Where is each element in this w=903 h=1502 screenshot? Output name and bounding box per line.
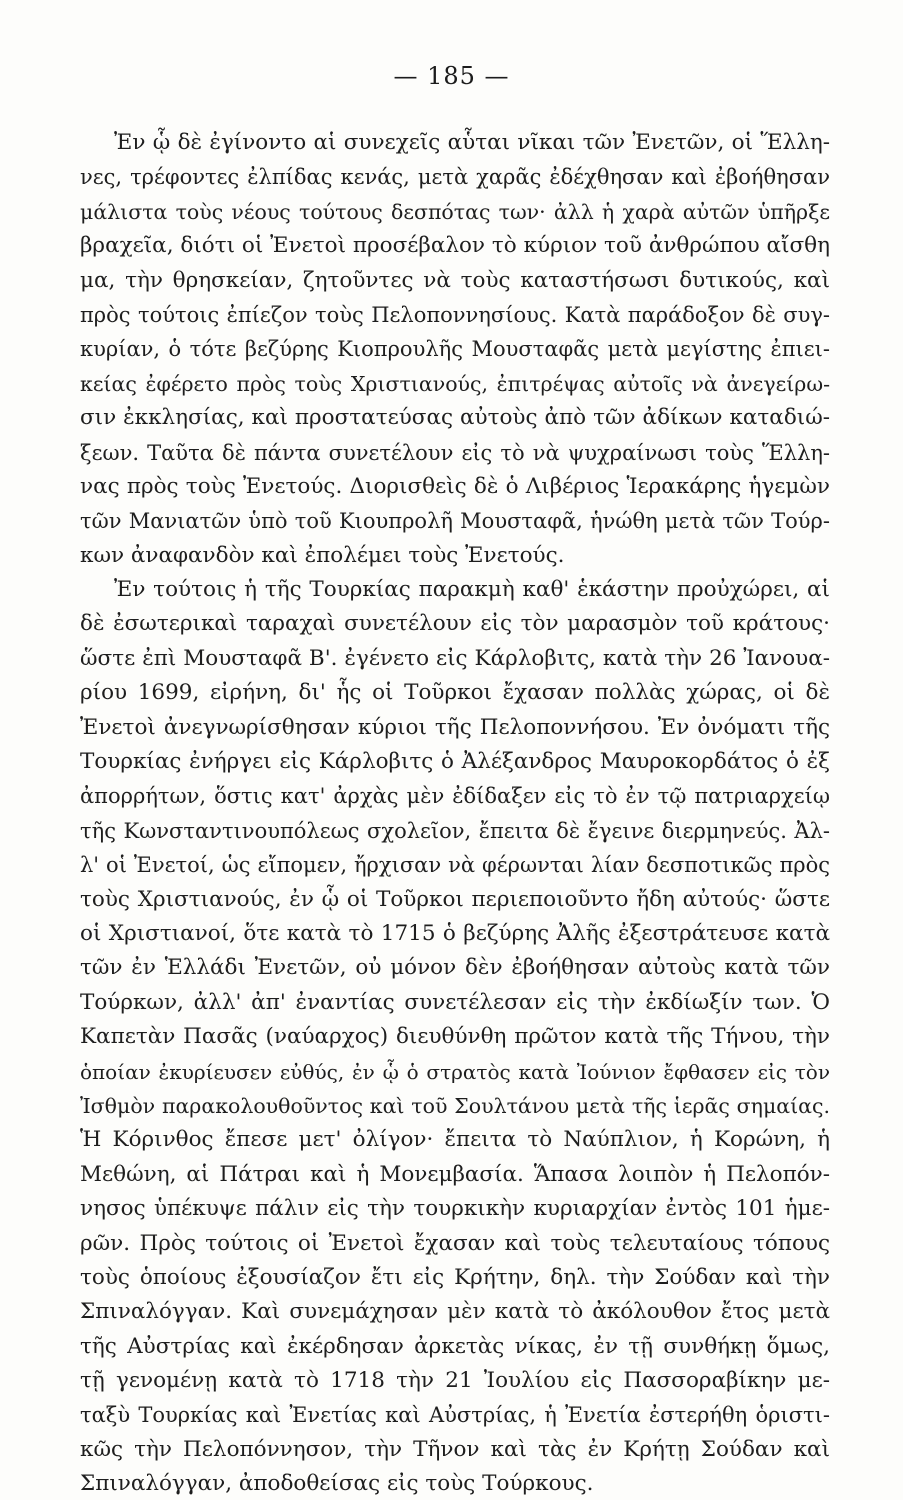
text-line: ὁποίαν ἐκυρίευσεν εὐθύς, ἐν ᾧ ὁ στρατὸς κατὰ Ἰούνιον ἔφθασεν εἰς τὸν	[80, 1059, 830, 1084]
text-line: Σπιναλόγγαν. Καὶ συνεμάχησαν μὲν κατὰ τὸ ἀκόλουθον ἔτος μετὰ	[80, 1299, 830, 1325]
text-line: νησος ὑπέκυψε πάλιν εἰς τὴν τουρκικὴν κυριαρχίαν ἐντὸς 101 ἡμε-	[80, 1196, 830, 1222]
text-line: ἀπορρήτων, ὅστις κατ' ἀρχὰς μὲν ἐδίδαξεν εἰς τὸ ἐν τῷ πατριαρχείῳ	[80, 784, 830, 809]
text-line: ταξὺ Τουρκίας καὶ Ἐνετίας καὶ Αὐστρίας, ἡ Ἐνετία ἐστερήθη ὁριστι-	[80, 1403, 830, 1428]
text-line: ὥστε ἐπὶ Μουσταφᾶ Β'. ἐγένετο εἰς Κάρλοβιτς, κατὰ τὴν 26 Ἰανουα-	[80, 645, 830, 671]
text-line: Καπετὰν Πασᾶς (ναύαρχος) διευθύνθη πρῶτον κατὰ τῆς Τήνου, τὴν	[80, 1024, 830, 1050]
text-line: μάλιστα τοὺς νέους τούτους δεσπότας των· ἀλλ ἡ χαρὰ αὐτῶν ὑπῆρξε	[80, 199, 830, 224]
text-line: κείας ἐφέρετο πρὸς τοὺς Χριστιανούς, ἐπιτρέψας αὐτοῖς νὰ ἀνεγείρω-	[80, 371, 830, 396]
text-line: Ἡ Κόρινθος ἔπεσε μετ' ὀλίγον· ἔπειτα τὸ Ναύπλιον, ἡ Κορώνη, ἡ	[80, 1127, 830, 1153]
text-line: οἱ Χριστιανοί, ὅτε κατὰ τὸ 1715 ὁ βεζύρης Ἀλῆς ἐξεστράτευσε κατὰ	[80, 920, 830, 946]
text-line: μα, τὴν θρησκείαν, ζητοῦντες νὰ τοὺς καταστήσωσι δυτικούς, καὶ	[80, 267, 830, 293]
text-line: νες, τρέφοντες ἐλπίδας κενάς, μετὰ χαρᾶς ἐδέχθησαν καὶ ἐβοήθησαν	[80, 165, 830, 190]
text-line: τῶν ἐν Ἑλλάδι Ἐνετῶν, οὐ μόνον δὲν ἐβοήθησαν αὐτοὺς κατὰ τῶν	[80, 955, 830, 981]
text-line: τοὺς ὁποίους ἐξουσίαζον ἔτι εἰς Κρήτην, δηλ. τὴν Σούδαν καὶ τὴν	[80, 1264, 830, 1290]
text-line: τῆς Αὐστρίας καὶ ἐκέρδησαν ἀρκετὰς νίκας, ἐν τῇ συνθήκῃ ὅμως,	[80, 1333, 830, 1359]
text-line: Μεθώνη, αἱ Πάτραι καὶ ἡ Μονεμβασία. Ἅπασα λοιπὸν ἡ Πελοπόν-	[80, 1161, 830, 1187]
text-line: κῶς τὴν Πελοπόννησον, τὴν Τῆνον καὶ τὰς ἐν Κρήτῃ Σούδαν καὶ	[80, 1436, 830, 1462]
text-line: πρὸς τούτοις ἐπίεζον τοὺς Πελοποννησίους. Κατὰ παράδοξον δὲ συγ-	[80, 302, 830, 327]
text-line: Ἐνετοὶ ἀνεγνωρίσθησαν κύριοι τῆς Πελοποννήσου. Ἐν ὀνόματι τῆς	[80, 714, 830, 740]
text-line: λ' οἱ Ἐνετοί, ὡς εἴπομεν, ἤρχισαν νὰ φέρωνται λίαν δεσποτικῶς πρὸς	[80, 853, 830, 878]
text-line: τοὺς Χριστιανούς, ἐν ᾧ οἱ Τοῦρκοι περιεποιοῦντο ἤδη αὐτούς· ὥστε	[80, 886, 830, 912]
text-line: ρίου 1699, εἰρήνη, δι' ἧς οἱ Τοῦρκοι ἔχασαν πολλὰς χώρας, οἱ δὲ	[80, 680, 830, 706]
text-line: τῇ γενομένῃ κατὰ τὸ 1718 τὴν 21 Ἰουλίου εἰς Πασσοραβίκην με-	[80, 1368, 830, 1394]
text-line: δὲ ἐσωτερικαὶ ταραχαὶ συνετέλουν εἰς τὸν μαρασμὸν τοῦ κράτους·	[80, 611, 830, 637]
text-line: Ἐν τούτοις ἡ τῆς Τουρκίας παρακμὴ καθ' ἑκάστην προὐχώρει, αἱ	[114, 577, 830, 603]
text-line: σιν ἐκκλησίας, καὶ προστατεύσας αὐτοὺς ἀπὸ τῶν ἀδίκων καταδιώ-	[80, 405, 830, 431]
text-line: βραχεῖα, διότι οἱ Ἐνετοὶ προσέβαλον τὸ κύριον τοῦ ἀνθρώπου αἴσθη	[80, 233, 830, 259]
text-line: κυρίαν, ὁ τότε βεζύρης Κιοπρουλῆς Μουσταφᾶς μετὰ μεγίστης ἐπιει-	[80, 337, 830, 362]
text-line: νας πρὸς τοὺς Ἐνετούς. Διορισθεὶς δὲ ὁ Λιβέριος Ἱερακάρης ἡγεμὼν	[80, 473, 830, 499]
text-line: κων ἀναφανδὸν καὶ ἐπολέμει τοὺς Ἐνετούς.	[80, 542, 565, 568]
page-number: — 185 —	[393, 62, 510, 90]
text-line: ρῶν. Πρὸς τούτοις οἱ Ἐνετοὶ ἔχασαν καὶ τοὺς τελευταίους τόπους	[80, 1230, 830, 1256]
text-line: Ἐν ᾧ δὲ ἐγίνοντο αἱ συνεχεῖς αὗται νῖκαι τῶν Ἐνετῶν, οἱ Ἕλλη-	[114, 130, 830, 155]
text-line: ξεων. Ταῦτα δὲ πάντα συνετέλουν εἰς τὸ νὰ ψυχραίνωσι τοὺς Ἕλλη-	[80, 440, 830, 465]
text-line: Ἰσθμὸν παρακολουθοῦντος καὶ τοῦ Σουλτάνου μετὰ τῆς ἱερᾶς σημαίας.	[80, 1093, 830, 1118]
text-line: Τούρκων, ἀλλ' ἀπ' ἐναντίας συνετέλεσαν εἰς τὴν ἐκδίωξίν των. Ὁ	[80, 989, 830, 1015]
text-line: Σπιναλόγγαν, ἀποδοθείσας εἰς τοὺς Τούρκους.	[80, 1471, 594, 1497]
text-line: τῆς Κωνσταντινουπόλεως σχολεῖον, ἔπειτα δὲ ἔγεινε διερμηνεύς. Ἀλ-	[80, 818, 830, 843]
body-text	[80, 126, 830, 1502]
text-line: Τουρκίας ἐνήργει εἰς Κάρλοβιτς ὁ Ἀλέξανδρος Μαυροκορδάτος ὁ ἐξ	[80, 749, 830, 775]
text-line: τῶν Μανιατῶν ὑπὸ τοῦ Κιουπρολῆ Μουσταφᾶ, ἡνώθη μετὰ τῶν Τούρ-	[80, 509, 830, 534]
